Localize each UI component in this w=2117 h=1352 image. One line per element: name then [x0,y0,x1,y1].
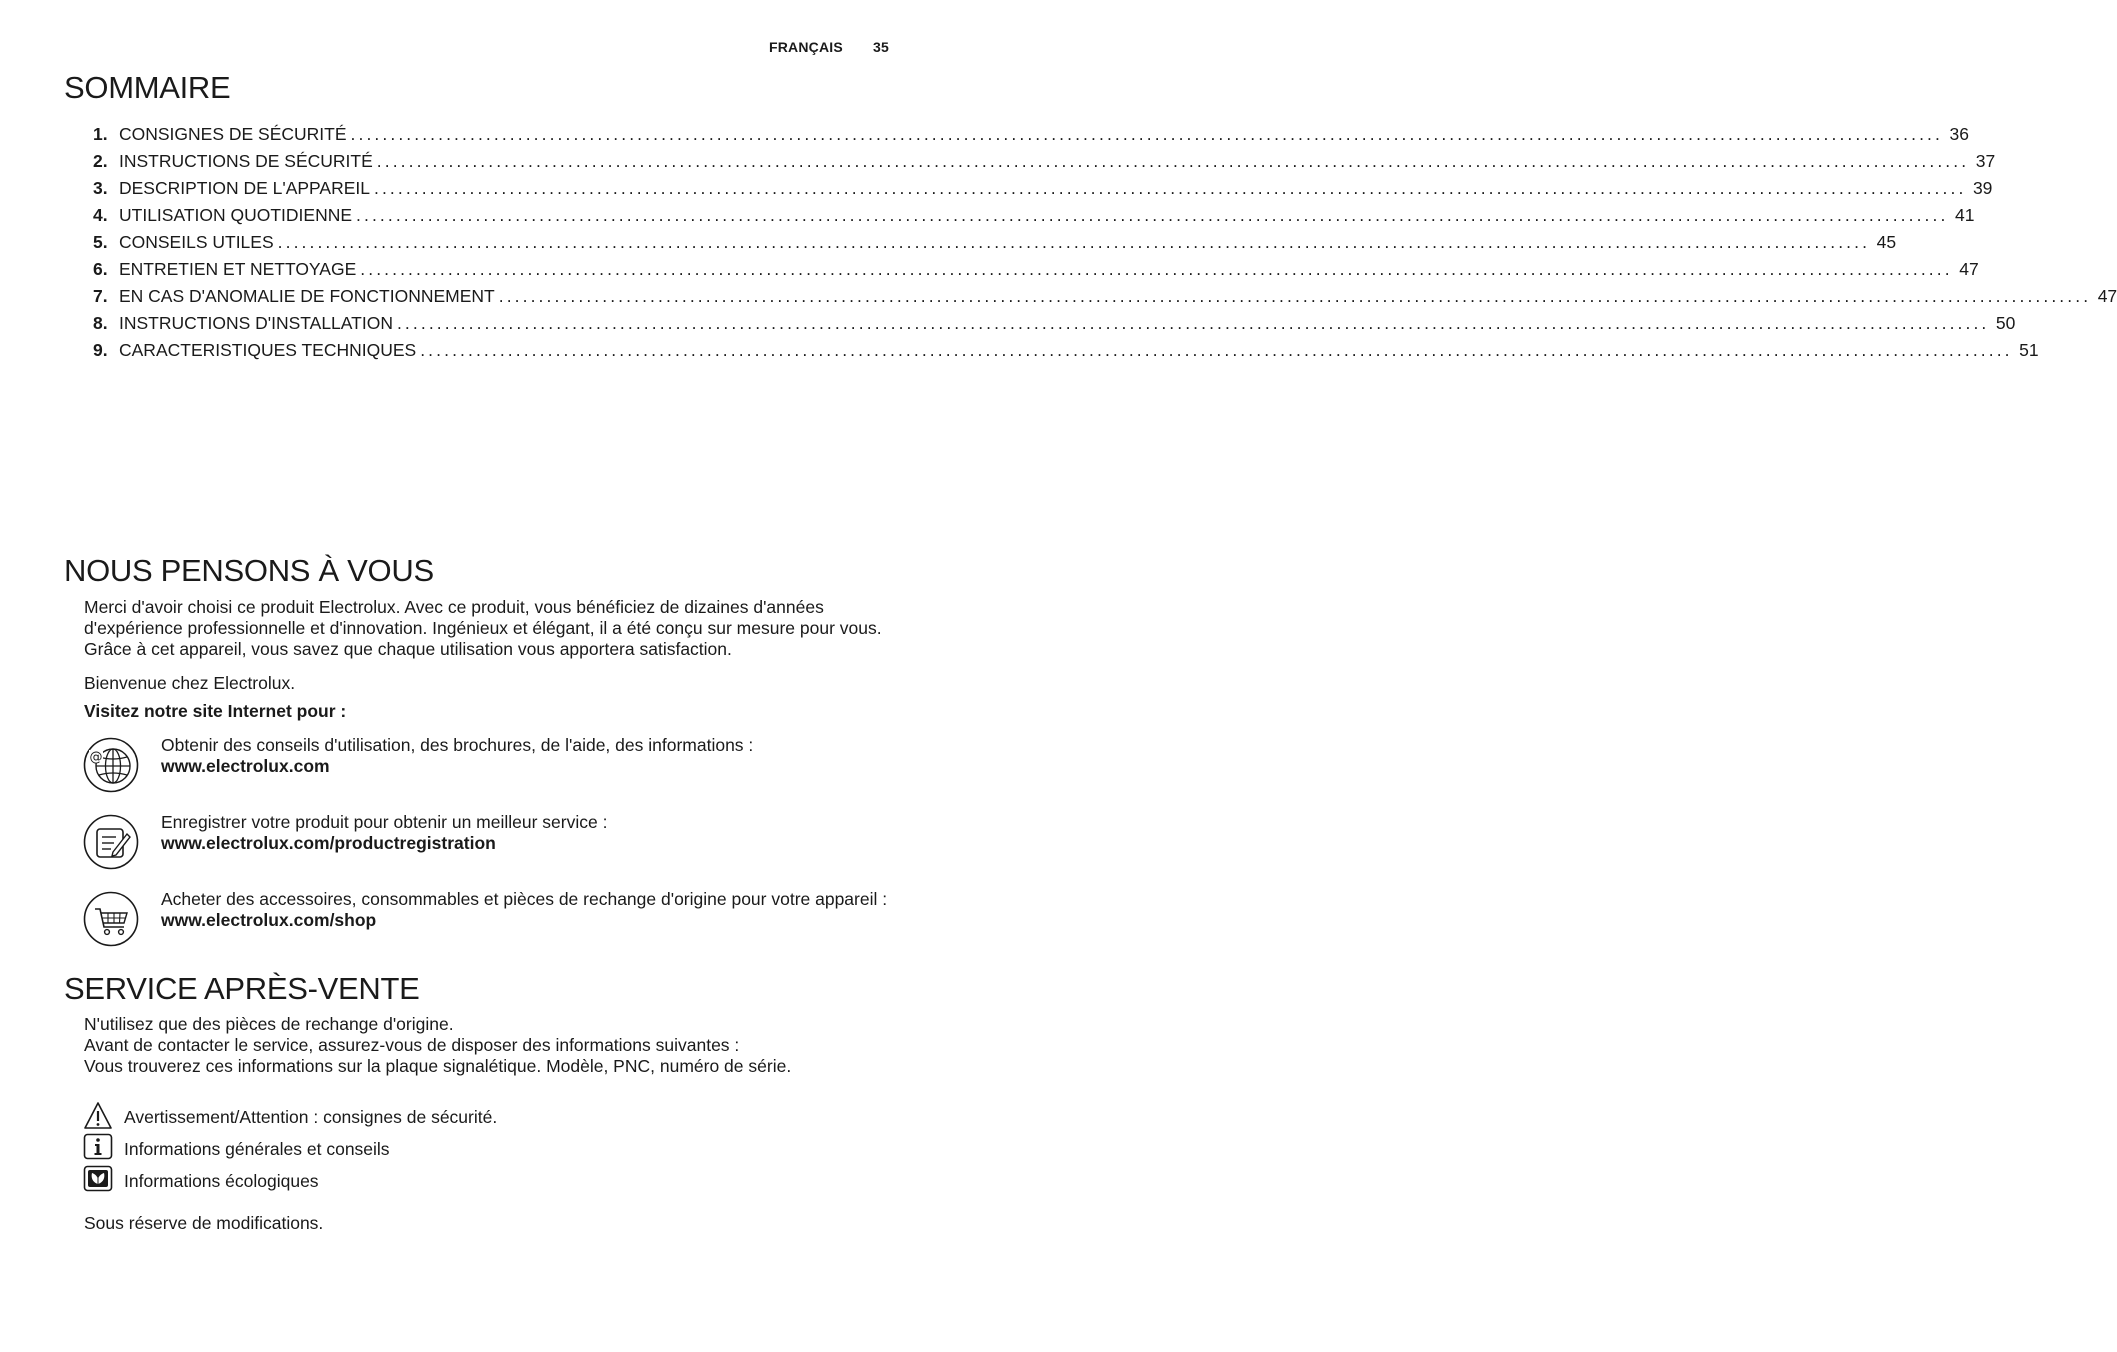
warning-icon [83,1101,113,1131]
service-description: Enregistrer votre produit pour obtenir un meilleur service : [161,812,608,832]
toc-number: 8. [93,313,108,333]
product-registration-link[interactable]: www.electrolux.com/productregistration [161,833,496,853]
intro-paragraph: Merci d'avoir choisi ce produit Electrolux. Avec ce produit, vous bénéficiez de dizaines d'années d'expérience professionnelle et d'innovation. Ingénieux et élégant, il a été conçu sur mesure pour vous. Grâce à cet appareil, vous savez que chaque utilisation vous apportera satisfaction. [84,597,882,659]
toc-number: 2. [93,151,108,171]
shopping-cart-icon [83,891,139,947]
toc-page: 41 [1954,205,1975,225]
toc-title: EN CAS D'ANOMALIE DE FONCTIONNEMENT [119,286,495,306]
legend-item-eco [83,1165,783,1195]
toc-title: CONSIGNES DE SÉCURITÉ [119,124,347,144]
toc-leader-dots: ........................................................................................................................................................................................................ [350,124,1943,144]
visitez-heading: Visitez notre site Internet pour : [84,701,347,721]
toc-item-2[interactable] [93,151,1996,178]
service-description: Acheter des accessoires, consommables et pièces de rechange d'origine pour votre appareil : [161,889,888,909]
electrolux-website-link[interactable]: www.electrolux.com [161,756,330,776]
toc-item-6[interactable] [93,259,1979,286]
toc-number: 1. [93,124,108,144]
toc-item-4[interactable] [93,205,1975,232]
service-line-1: N'utilisez que des pièces de rechange d'origine. [84,1014,454,1034]
service-description: Obtenir des conseils d'utilisation, des brochures, de l'aide, des informations : [161,735,754,755]
toc-title: UTILISATION QUOTIDIENNE [119,205,353,225]
toc-page: 37 [1975,151,1996,171]
eco-icon [83,1165,113,1195]
service-paragraph [84,1014,896,1077]
toc-item-3[interactable] [93,178,1993,205]
toc-leader-dots: ........................................................................................................................................................................................................ [420,340,2013,360]
toc-page: 36 [1949,124,1969,144]
toc-page: 45 [1876,232,1897,252]
toc-item-8[interactable] [93,313,2016,340]
info-icon [83,1133,113,1163]
bienvenue-text: Bienvenue chez Electrolux. [84,673,296,693]
toc-title: ENTRETIEN ET NETTOYAGE [119,259,357,279]
toc-leader-dots: ........................................................................................................................................................................................................ [374,178,1967,198]
toc-number: 9. [93,340,108,360]
toc-number: 5. [93,232,108,252]
toc-leader-dots: ........................................................................................................................................................................................................ [356,205,1949,225]
toc-page: 39 [1972,178,1993,198]
toc-number: 3. [93,178,108,198]
toc-leader-dots: ........................................................................................................................................................................................................ [396,313,1990,333]
toc-title: DESCRIPTION DE L'APPAREIL [119,178,370,198]
toc-item-1[interactable] [93,124,1969,151]
page-number: 35 [873,39,889,55]
page-header [769,39,889,55]
legend-text: Avertissement/Attention : consignes de sécurité. [124,1107,498,1127]
toc-page: 51 [2019,340,2039,360]
toc-title: INSTRUCTIONS DE SÉCURITÉ [119,151,373,171]
legend-item-warning [83,1101,783,1131]
toc-page: 47 [2097,286,2117,306]
registration-icon [83,814,139,870]
language-label: FRANÇAIS [768,39,843,55]
reserve-text: Sous réserve de modifications. [84,1213,324,1233]
toc-item-9[interactable] [93,340,2039,367]
legend-item-info [83,1133,783,1163]
service-line-2: Avant de contacter le service, assurez-vous de disposer des informations suivantes : [84,1035,740,1055]
sommaire-title: SOMMAIRE [64,70,231,105]
toc-leader-dots: ........................................................................................................................................................................................................ [498,286,2092,306]
table-of-contents [93,124,2117,367]
toc-page: 50 [1995,313,2016,333]
toc-number: 6. [93,259,108,279]
globe-icon [83,737,139,793]
toc-title: CARACTERISTIQUES TECHNIQUES [119,340,417,360]
toc-leader-dots: ........................................................................................................................................................................................................ [360,259,1953,279]
toc-leader-dots: ........................................................................................................................................................................................................ [376,151,1970,171]
toc-number: 7. [93,286,108,306]
nous-pensons-title: NOUS PENSONS À VOUS [64,553,434,588]
toc-number: 4. [93,205,108,225]
legend-text: Informations écologiques [124,1171,319,1191]
service-line-3: Vous trouverez ces informations sur la plaque signalétique. Modèle, PNC, numéro de série. [84,1056,792,1076]
service-apres-vente-title: SERVICE APRÈS-VENTE [64,971,420,1006]
shop-link[interactable]: www.electrolux.com/shop [161,910,377,930]
toc-item-7[interactable] [93,286,2117,313]
legend-text: Informations générales et conseils [124,1139,390,1159]
toc-title: CONSEILS UTILES [119,232,274,252]
toc-page: 47 [1959,259,1979,279]
toc-title: INSTRUCTIONS D'INSTALLATION [119,313,393,333]
toc-item-5[interactable] [93,232,1897,259]
svg-text:@: @ [89,750,103,765]
toc-leader-dots: ........................................................................................................................................................................................................ [277,232,1871,252]
